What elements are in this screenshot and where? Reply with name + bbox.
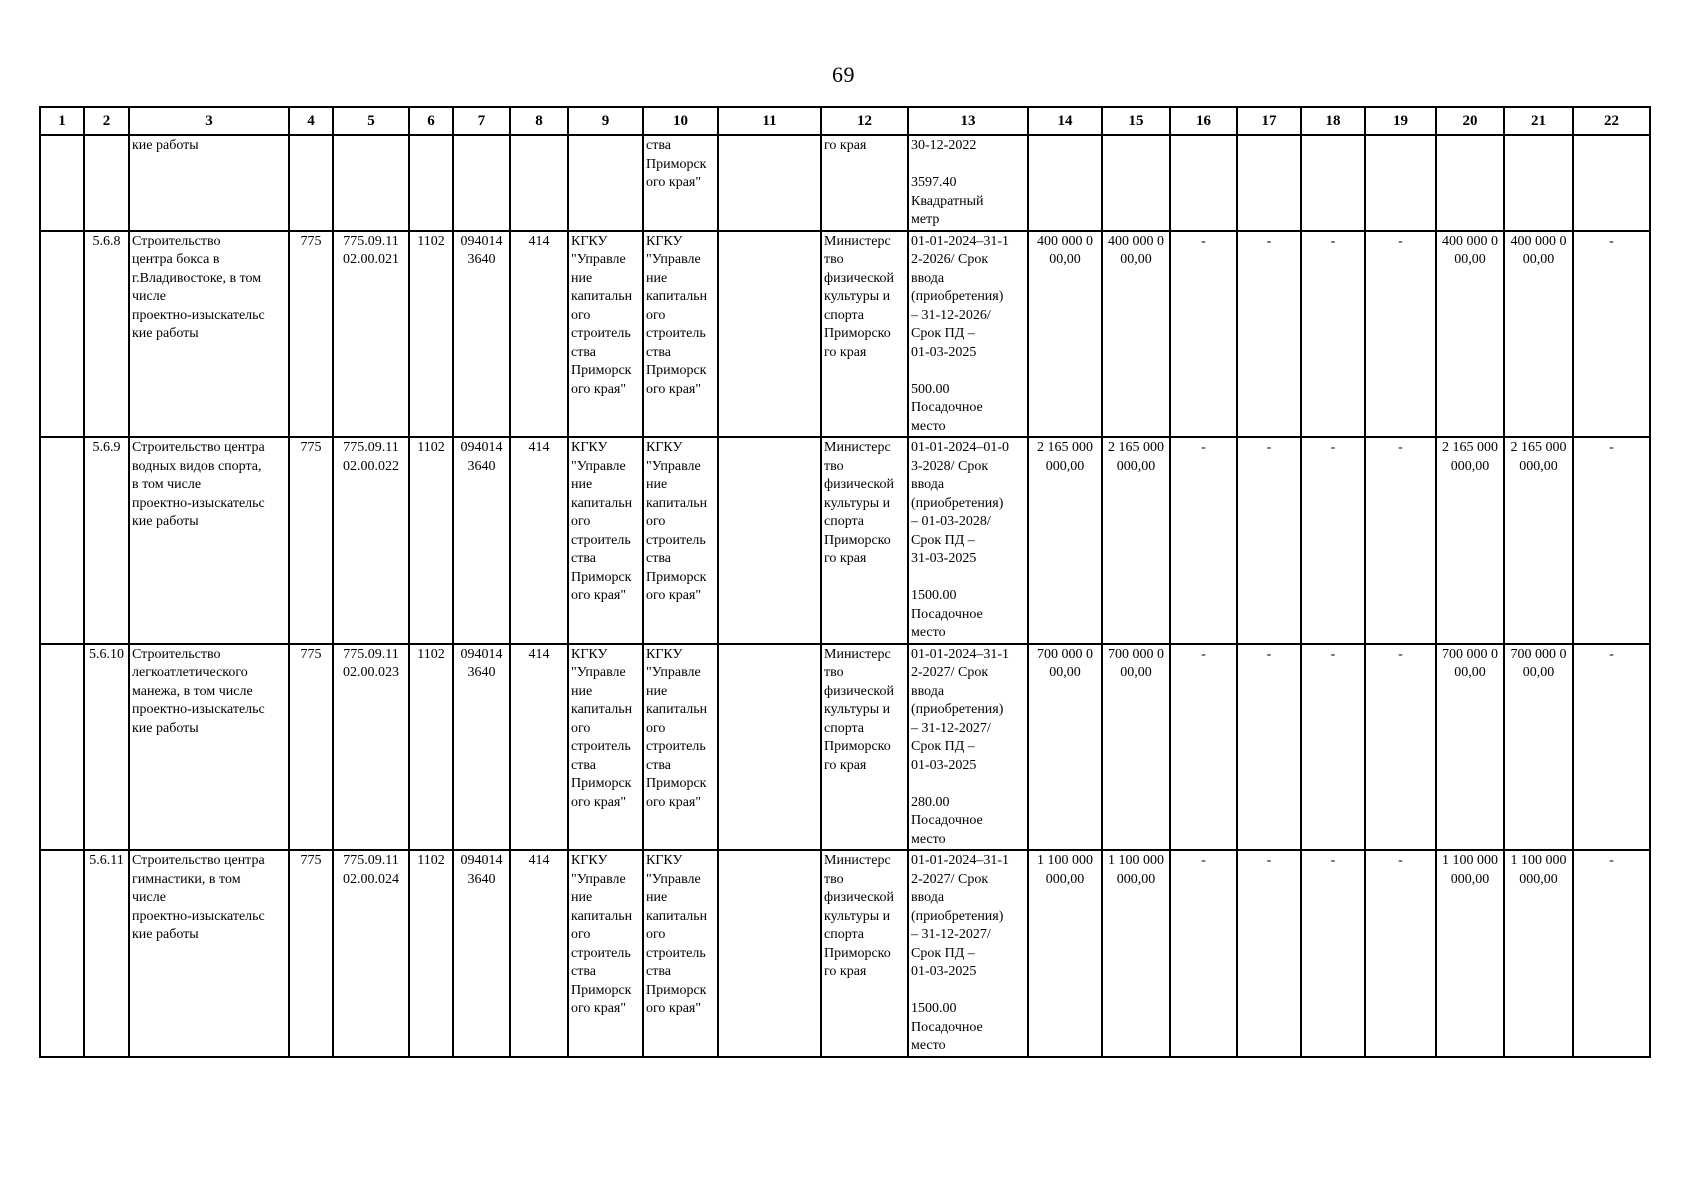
cell-col-3: Строительство центра гимнастики, в том числе проектно-изыскательс кие работы	[129, 850, 289, 1057]
cell-col-21: 700 000 0 00,00	[1504, 644, 1573, 851]
cell-col-6	[409, 135, 453, 231]
cell-col-1	[40, 850, 84, 1057]
column-header-5: 5	[333, 107, 409, 135]
cell-col-7: 094014 3640	[453, 231, 510, 438]
cell-col-19: -	[1365, 850, 1436, 1057]
cell-col-2: 5.6.8	[84, 231, 129, 438]
column-header-13: 13	[908, 107, 1028, 135]
table-row	[40, 644, 1650, 851]
cell-col-5: 775.09.11 02.00.024	[333, 850, 409, 1057]
cell-col-12: Министерс тво физической культуры и спорта Приморско го края	[821, 850, 908, 1057]
cell-col-16: -	[1170, 850, 1237, 1057]
cell-col-21: 2 165 000 000,00	[1504, 437, 1573, 644]
cell-col-6: 1102	[409, 437, 453, 644]
cell-col-4: 775	[289, 644, 333, 851]
cell-col-22: -	[1573, 231, 1650, 438]
cell-col-16: -	[1170, 231, 1237, 438]
column-header-22: 22	[1573, 107, 1650, 135]
cell-col-4: 775	[289, 231, 333, 438]
cell-col-15	[1102, 135, 1170, 231]
cell-col-19	[1365, 135, 1436, 231]
cell-col-20: 700 000 0 00,00	[1436, 644, 1504, 851]
cell-col-18: -	[1301, 437, 1365, 644]
cell-col-11	[718, 644, 821, 851]
column-header-15: 15	[1102, 107, 1170, 135]
cell-col-22: -	[1573, 644, 1650, 851]
cell-col-14: 400 000 0 00,00	[1028, 231, 1102, 438]
cell-col-8: 414	[510, 231, 568, 438]
cell-col-18: -	[1301, 644, 1365, 851]
cell-col-11	[718, 135, 821, 231]
column-header-20: 20	[1436, 107, 1504, 135]
cell-col-9: КГКУ "Управле ние капитальн ого строитель ства Приморск ого края"	[568, 644, 643, 851]
cell-col-21: 1 100 000 000,00	[1504, 850, 1573, 1057]
cell-col-21: 400 000 0 00,00	[1504, 231, 1573, 438]
page-number: 69	[832, 62, 855, 87]
cell-col-20: 400 000 0 00,00	[1436, 231, 1504, 438]
cell-col-11	[718, 437, 821, 644]
cell-col-20	[1436, 135, 1504, 231]
cell-col-8: 414	[510, 644, 568, 851]
cell-col-1	[40, 644, 84, 851]
cell-col-8: 414	[510, 437, 568, 644]
cell-col-21	[1504, 135, 1573, 231]
column-header-18: 18	[1301, 107, 1365, 135]
cell-col-10: КГКУ "Управле ние капитальн ого строитель ства Приморск ого края"	[643, 437, 718, 644]
column-header-14: 14	[1028, 107, 1102, 135]
cell-col-9: КГКУ "Управле ние капитальн ого строитель ства Приморск ого края"	[568, 231, 643, 438]
cell-col-10: КГКУ "Управле ние капитальн ого строитель ства Приморск ого края"	[643, 644, 718, 851]
cell-col-20: 1 100 000 000,00	[1436, 850, 1504, 1057]
cell-col-2: 5.6.11	[84, 850, 129, 1057]
cell-col-7: 094014 3640	[453, 644, 510, 851]
cell-col-12: Министерс тво физической культуры и спорта Приморско го края	[821, 437, 908, 644]
table-row	[40, 231, 1650, 438]
table-row	[40, 135, 1650, 231]
cell-col-15: 2 165 000 000,00	[1102, 437, 1170, 644]
cell-col-10: КГКУ "Управле ние капитальн ого строитель ства Приморск ого края"	[643, 231, 718, 438]
cell-col-1	[40, 135, 84, 231]
cell-col-16: -	[1170, 437, 1237, 644]
cell-col-2	[84, 135, 129, 231]
cell-col-2: 5.6.10	[84, 644, 129, 851]
cell-col-4: 775	[289, 850, 333, 1057]
cell-col-16	[1170, 135, 1237, 231]
cell-col-3: Строительство центра водных видов спорта, в том числе проектно-изыскательс кие работы	[129, 437, 289, 644]
cell-col-4	[289, 135, 333, 231]
cell-col-13: 01-01-2024–31-1 2-2027/ Срок ввода (приобретения) – 31-12-2027/ Срок ПД – 01-03-2025 1500.00 Посадочное место	[908, 850, 1028, 1057]
cell-col-8	[510, 135, 568, 231]
cell-col-11	[718, 231, 821, 438]
cell-col-11	[718, 850, 821, 1057]
cell-col-18	[1301, 135, 1365, 231]
cell-col-7	[453, 135, 510, 231]
cell-col-2: 5.6.9	[84, 437, 129, 644]
column-header-2: 2	[84, 107, 129, 135]
cell-col-17: -	[1237, 437, 1301, 644]
column-header-12: 12	[821, 107, 908, 135]
cell-col-1	[40, 231, 84, 438]
cell-col-19: -	[1365, 231, 1436, 438]
cell-col-20: 2 165 000 000,00	[1436, 437, 1504, 644]
cell-col-18: -	[1301, 850, 1365, 1057]
column-header-17: 17	[1237, 107, 1301, 135]
cell-col-22: -	[1573, 437, 1650, 644]
cell-col-13: 01-01-2024–31-1 2-2027/ Срок ввода (приобретения) – 31-12-2027/ Срок ПД – 01-03-2025 280.00 Посадочное место	[908, 644, 1028, 851]
cell-col-22: -	[1573, 850, 1650, 1057]
cell-col-1	[40, 437, 84, 644]
column-header-9: 9	[568, 107, 643, 135]
cell-col-22	[1573, 135, 1650, 231]
cell-col-12: Министерс тво физической культуры и спорта Приморско го края	[821, 231, 908, 438]
cell-col-13: 30-12-2022 3597.40 Квадратный метр	[908, 135, 1028, 231]
budget-table	[39, 106, 1651, 1058]
cell-col-3: Строительство центра бокса в г.Владивостоке, в том числе проектно-изыскательс кие работы	[129, 231, 289, 438]
cell-col-6: 1102	[409, 231, 453, 438]
column-header-21: 21	[1504, 107, 1573, 135]
cell-col-13: 01-01-2024–01-0 3-2028/ Срок ввода (приобретения) – 01-03-2028/ Срок ПД – 31-03-2025 1500.00 Посадочное место	[908, 437, 1028, 644]
cell-col-19: -	[1365, 437, 1436, 644]
cell-col-5	[333, 135, 409, 231]
cell-col-12: го края	[821, 135, 908, 231]
cell-col-17: -	[1237, 644, 1301, 851]
cell-col-7: 094014 3640	[453, 850, 510, 1057]
cell-col-9	[568, 135, 643, 231]
column-header-3: 3	[129, 107, 289, 135]
cell-col-6: 1102	[409, 850, 453, 1057]
cell-col-13: 01-01-2024–31-1 2-2026/ Срок ввода (приобретения) – 31-12-2026/ Срок ПД – 01-03-2025 500.00 Посадочное место	[908, 231, 1028, 438]
cell-col-14: 700 000 0 00,00	[1028, 644, 1102, 851]
cell-col-8: 414	[510, 850, 568, 1057]
column-header-7: 7	[453, 107, 510, 135]
cell-col-10: КГКУ "Управле ние капитальн ого строитель ства Приморск ого края"	[643, 850, 718, 1057]
column-header-11: 11	[718, 107, 821, 135]
cell-col-5: 775.09.11 02.00.023	[333, 644, 409, 851]
cell-col-4: 775	[289, 437, 333, 644]
cell-col-15: 400 000 0 00,00	[1102, 231, 1170, 438]
cell-col-16: -	[1170, 644, 1237, 851]
column-header-10: 10	[643, 107, 718, 135]
cell-col-17: -	[1237, 850, 1301, 1057]
header-row	[40, 107, 1650, 135]
cell-col-14: 2 165 000 000,00	[1028, 437, 1102, 644]
cell-col-10: ства Приморск ого края"	[643, 135, 718, 231]
cell-col-12: Министерс тво физической культуры и спорта Приморско го края	[821, 644, 908, 851]
table-row	[40, 437, 1650, 644]
cell-col-15: 1 100 000 000,00	[1102, 850, 1170, 1057]
cell-col-5: 775.09.11 02.00.021	[333, 231, 409, 438]
column-header-16: 16	[1170, 107, 1237, 135]
column-header-19: 19	[1365, 107, 1436, 135]
column-header-4: 4	[289, 107, 333, 135]
column-header-6: 6	[409, 107, 453, 135]
cell-col-14: 1 100 000 000,00	[1028, 850, 1102, 1057]
column-header-8: 8	[510, 107, 568, 135]
cell-col-5: 775.09.11 02.00.022	[333, 437, 409, 644]
cell-col-17: -	[1237, 231, 1301, 438]
column-header-1: 1	[40, 107, 84, 135]
cell-col-6: 1102	[409, 644, 453, 851]
cell-col-18: -	[1301, 231, 1365, 438]
cell-col-19: -	[1365, 644, 1436, 851]
cell-col-15: 700 000 0 00,00	[1102, 644, 1170, 851]
cell-col-9: КГКУ "Управле ние капитальн ого строитель ства Приморск ого края"	[568, 437, 643, 644]
cell-col-3: Строительство легкоатлетического манежа, в том числе проектно-изыскательс кие работы	[129, 644, 289, 851]
cell-col-14	[1028, 135, 1102, 231]
table-row	[40, 850, 1650, 1057]
cell-col-7: 094014 3640	[453, 437, 510, 644]
cell-col-9: КГКУ "Управле ние капитальн ого строитель ства Приморск ого края"	[568, 850, 643, 1057]
cell-col-17	[1237, 135, 1301, 231]
cell-col-3: кие работы	[129, 135, 289, 231]
